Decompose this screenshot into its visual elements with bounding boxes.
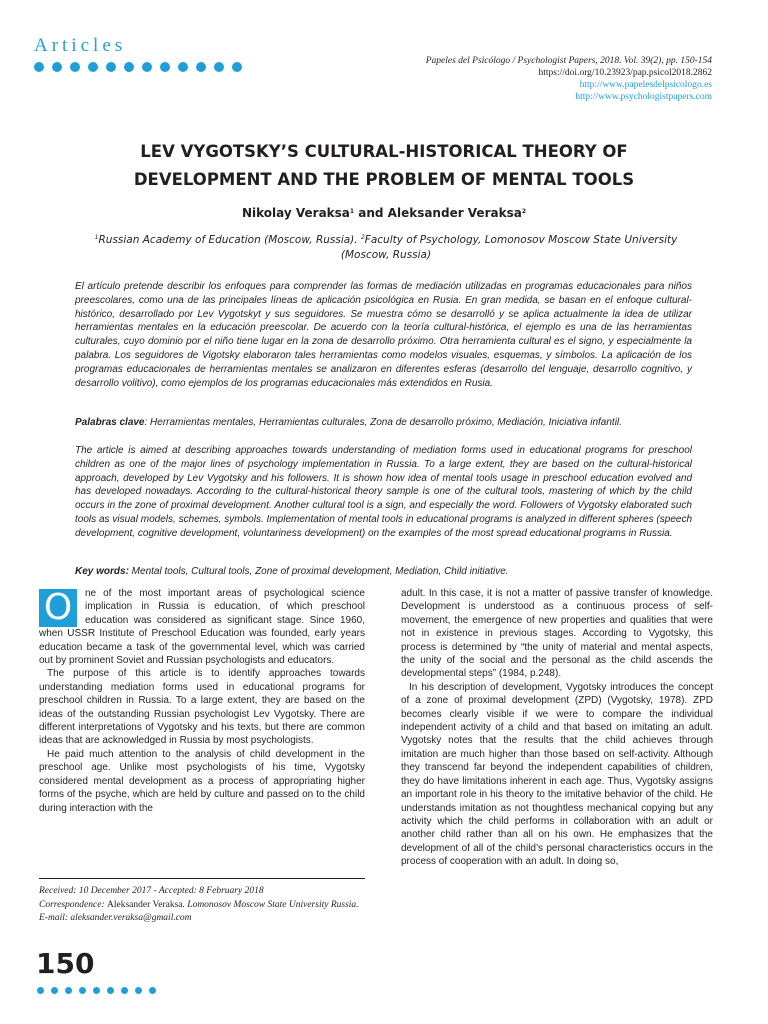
dot	[178, 62, 188, 72]
dot	[51, 987, 58, 994]
dot	[142, 62, 152, 72]
keywords-list: : Herramientas mentales, Herramientas culturales, Zona de desarrollo próximo, Mediación, Iniciativa infantil.	[144, 417, 622, 428]
article-title: LEV VYGOTSKY’S CULTURAL-HISTORICAL THEORY OF DEVELOPMENT AND THE PROBLEM OF MENTAL TOOLS	[133, 142, 635, 189]
dot	[135, 987, 142, 994]
dot	[121, 987, 128, 994]
dot	[214, 62, 224, 72]
journal-citation: Papeles del Psicólogo / Psychologist Papers, 2018. Vol. 39(2), pp. 150-154	[425, 56, 712, 66]
affiliation-text: Faculty of Psychology, Lomonosov Moscow State University (Moscow, Russia)	[340, 234, 678, 261]
section-label: Articles	[34, 35, 127, 56]
doi-link[interactable]: https://doi.org/10.23923/pap.psicol2018.2862	[538, 68, 712, 78]
dot	[37, 987, 44, 994]
dot	[52, 62, 62, 72]
body-column-left	[39, 587, 365, 815]
author-list	[0, 206, 768, 220]
affiliations	[72, 230, 700, 263]
dot	[65, 987, 72, 994]
section-header	[34, 36, 242, 72]
journal-info	[426, 55, 712, 103]
affiliation-mark: 1	[94, 234, 99, 241]
body-paragraph: In his description of development, Vygotsky introduces the concept of a zone of proximal development (ZPD) (Vygotsky, 1978). ZPD becomes clearly visible if we were to compare the individual independent activity of a child and that based on imitating an adult. Vygotsky notes that the results that the child achieves through imitation are much higher than those based on self-activity. Although they transcend far beyond the independent capabilities of children, they do have limitations inherent in each age. Thus, Vygotsky assigns an important role in his theory to the imitative behavior of the child. He understands imitation as not thoughtless mechanical copying but any activity which the child performs in collaboration with an adult or another child rather than all on his own. He emphasizes that the development of all of the child’s personal characteristics occurs in the process of cooperation with an adult. In doing so,	[401, 681, 713, 868]
keywords-list: Mental tools, Cultural tools, Zone of proximal development, Mediation, Child initiative.	[128, 566, 509, 577]
abstract-spanish: El artículo pretende describir los enfoques para comprender las formas de mediación utilizadas en programas educacionales para niños preescolares, como una de las principales líneas de aplicación psicológica en Rusia. En gran medida, se basan en el enfoque cultural-histórico, desarrollado por Lev Vygotskyt y sus seguidores. Se muestra cómo se desarrolló y se aplica actualmente la idea de utilizar herramientas mentales en la educación preescolar. De acuerdo con la teoría cultural-histórica, el ejemplo es una de las herramientas culturales, cuyo dominio por el niño tiene lugar en la zona de desarrollo próximo. Otra herramienta cultural es el signo, y especialmente la palabra. Los seguidores de Vigotsky elaboraron tales herramientas como modelos visuales, esquemas, y símbolos. La aplicación de los programas educacionales de herramientas mentales se analizaron en diferentes esferas (desarrollo del lenguaje, desarrollo cognitivo, y desarrollo volitivo), como ejemplos de los programas educacionales más extendidos en Rusia.	[75, 281, 692, 389]
body-paragraph: adult. In this case, it is not a matter of passive transfer of knowledge. Development is understood as a continuous process of self-movement, the emergence of new properties and qualities that were not in existence in previous stages. According to Vygotsky, this process is determined by “the unity of material and mental aspects, the unity of the social and the personal as the child ascends the developmental steps” (1984, p.248).	[401, 588, 713, 680]
dot	[70, 62, 80, 72]
footer-dot-row	[37, 987, 156, 994]
correspondence-name: Aleksander Veraksa	[106, 899, 183, 910]
keywords-label: Palabras clave	[75, 417, 145, 428]
author-name: Nikolay Veraksa	[241, 206, 350, 220]
body-column-right	[401, 587, 713, 869]
email-address[interactable]: aleksander.veraksa@gmail.com	[70, 913, 192, 923]
correspondence-institution: . Lomonosov Moscow State University Russia	[182, 899, 357, 910]
received-date: Received: 10 December 2017 - Accepted: 8 February 2018	[39, 886, 264, 896]
dot	[232, 62, 242, 72]
journal-link-es[interactable]: http://www.papelesdelpsicologo.es	[579, 80, 712, 90]
paragraph-text: ne of the most important areas of psychological science implication in Russia is education, of which preschool education was considered as significant stage. Since 1960, when USSR Institute of Preschool Education was founded, early years education became a task of the governmental level, which was carried out by prominent Soviet and Russian psychologists and educators.	[39, 588, 365, 667]
keywords-spanish	[75, 416, 692, 430]
author-separator: and	[354, 206, 388, 220]
keywords-english	[75, 565, 692, 579]
body-paragraph: He paid much attention to the analysis of child development in the preschool age. Unlike most psychologists of his time, Vygotsky considered mental development as a process of appropriating higher forms of the psyche, which are held by culture and passed on to the child during interaction with the	[39, 748, 365, 814]
decorative-dot-row	[34, 62, 242, 72]
affiliation-text: Russian Academy of Education (Moscow, Russia).	[98, 234, 361, 246]
dot	[107, 987, 114, 994]
dot	[196, 62, 206, 72]
page-number: 150	[36, 947, 95, 980]
author-name: Aleksander Veraksa	[387, 206, 522, 220]
journal-link-en[interactable]: http://www.psychologistpapers.com	[575, 92, 712, 102]
email-label: . E-mail:	[39, 899, 359, 923]
dot	[93, 987, 100, 994]
dot	[160, 62, 170, 72]
keywords-label: Key words:	[75, 566, 129, 577]
dot	[34, 62, 44, 72]
dot	[106, 62, 116, 72]
dot	[88, 62, 98, 72]
dot	[124, 62, 134, 72]
body-paragraph: The purpose of this article is to identify approaches towards understanding mediation forms used in educational programs for preschool children in Russia. To a large extent, they are based on the ideas of the outstanding Russian psychologist Lev Vygotsky. There are different interpretations of Vygotsky and his texts, but there are common ideas that are acknowledged in Russia by most psychologists.	[39, 668, 365, 747]
author-affiliation-mark: 2	[521, 208, 526, 215]
body-paragraph	[39, 587, 365, 667]
footnote-divider	[39, 878, 365, 879]
author-affiliation-mark: 1	[349, 208, 355, 215]
correspondence	[39, 899, 365, 926]
drop-cap: O	[39, 589, 77, 627]
dot	[149, 987, 156, 994]
correspondence-label: Correspondence:	[39, 899, 107, 910]
abstract-english: The article is aimed at describing approaches towards understanding of mediation forms used in educational programs for preschool children as one of the major lines of psychology implementation in Russia. To a large extent, they are based on the cultural-historical approach, developed by Lev Vygotsky and his followers. It is shown how idea of mental tools usage in preschool education evolved and has developed nowadays. According to the cultural-historical theory sample is one of the cultural tools, mastering of which by the child occurs in the zone of proximal development. Another cultural tool is a sign, and especially the word. Followers of Vygotsky elaborated such tools as visual models, schemes, symbols. Implementation of mental tools in educational programs is analyzed in different spheres (speech development, cognitive development, voluntariness development) on the examples of the most spread educational programs in Russia.	[75, 445, 692, 539]
dot	[79, 987, 86, 994]
footnote	[39, 885, 365, 926]
affiliation-mark: 2	[360, 234, 365, 241]
